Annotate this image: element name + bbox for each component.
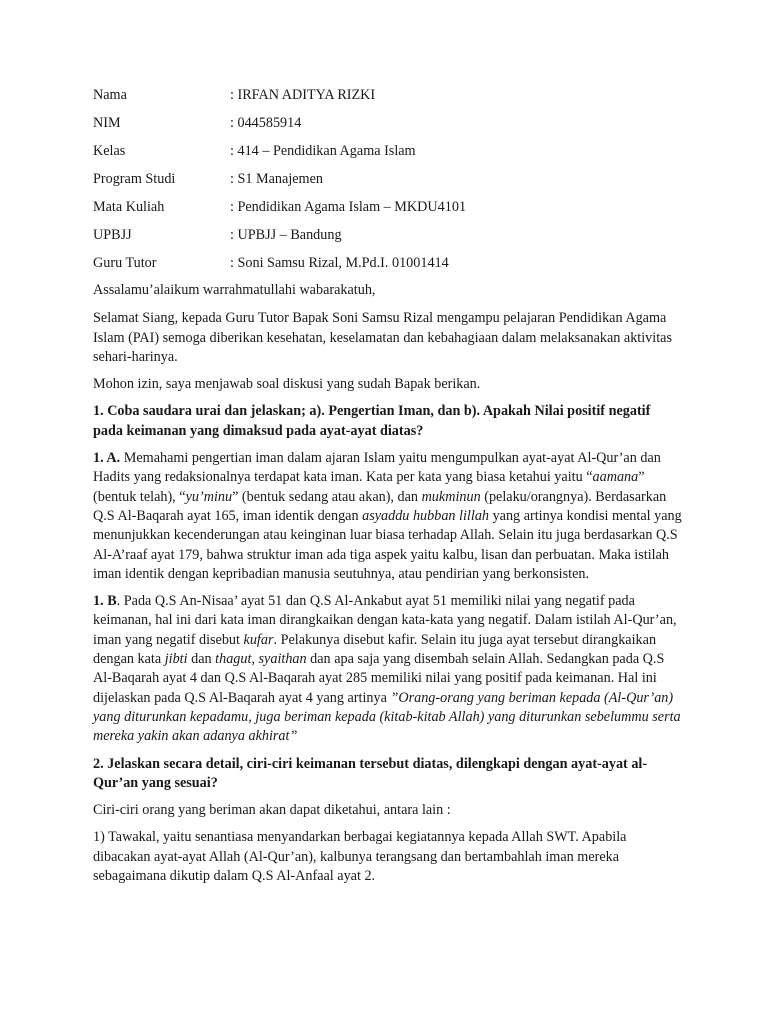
identity-value: : Pendidikan Agama Islam – MKDU4101 xyxy=(230,199,467,215)
answer-text: Memahami pengertian iman dalam ajaran Islam yaitu mengumpulkan ayat-ayat Al-Qur’an dan Hadits yang redaksionalnya terdapat kata iman. Kata per kata yang biasa ketahui yaitu “ xyxy=(93,450,661,486)
answer-text: (pelaku/orangnya). Berdasarkan Q.S Al-Baqarah ayat 165, iman identik dengan xyxy=(93,488,667,524)
opening-paragraph: Selamat Siang, kepada Guru Tutor Bapak Soni Samsu Rizal mengampu pelajaran Pendidikan Agama Islam (PAI) semoga diberikan kesehatan, keselamatan dan kebahagiaan dalam melaksanakan aktivitas sehari-harinya. xyxy=(93,310,672,365)
answer-marker: 1. B xyxy=(93,593,117,610)
answer-2-item-1: 1) Tawakal, yaitu senantiasa menyandarkan berbagai kegiatannya kepada Allah SWT. Apabila dibacakan ayat-ayat Allah (Al-Qur’an), kalbunya terangsang dan bertambahlah iman mereka sebagaimana dikutip dalam Q.S Al-Anfaal ayat 2. xyxy=(93,829,627,885)
answer-text: , xyxy=(251,651,259,668)
verse-quote: ”Orang-orang yang beriman kepada (Al-Qur’an) yang diturunkan kepadamu, juga beriman kepada (kitab-kitab Allah) yang diturunkan sebelummu serta mereka yakin akan adanya akhirat” xyxy=(93,689,681,745)
answer-text: . Pelakunya disebut kafir. Selain itu juga ayat tersebut dirangkaikan dengan kata xyxy=(93,631,657,668)
answer-1b xyxy=(93,592,683,746)
identity-label: Mata Kuliah xyxy=(93,199,165,215)
identity-label: Kelas xyxy=(93,143,126,159)
answer-text: dan xyxy=(187,651,216,668)
italic-term: syaithan xyxy=(258,651,307,668)
answer-1a xyxy=(93,449,683,584)
italic-term: mukminun xyxy=(421,488,481,505)
identity-row-name xyxy=(93,86,683,114)
answer-text: ” (bentuk sedang atau akan), dan xyxy=(232,488,422,505)
italic-term: aamana xyxy=(592,469,639,486)
identity-value: : IRFAN ADITYA RIZKI xyxy=(230,87,376,103)
identity-label: Nama xyxy=(93,87,127,103)
italic-term: yu’minu xyxy=(185,488,233,505)
question-2: 2. Jelaskan secara detail, ciri-ciri keimanan tersebut diatas, dilengkapi dengan ayat-ayat al-Qur’an yang sesuai? xyxy=(93,755,648,791)
answer-text: dan apa saja yang disembah selain Allah. Sedangkan pada Q.S Al-Baqarah ayat 4 dan Q.S Al-Baqarah ayat 285 memiliki nilai yang positif pada keimanan. Hal ini dijelaskan pada Q.S Al-Baqarah ayat 4 yang artinya xyxy=(93,651,665,706)
identity-row-class xyxy=(93,142,683,170)
identity-label: UPBJJ xyxy=(93,227,132,243)
question-1: 1. Coba saudara urai dan jelaskan; a). Pengertian Iman, dan b). Apakah Nilai positif negatif pada keimanan yang dimaksud pada ayat-ayat diatas? xyxy=(93,403,651,439)
identity-value: : Soni Samsu Rizal, M.Pd.I. 01001414 xyxy=(230,255,449,271)
identity-value: : 044585914 xyxy=(230,115,302,131)
italic-term: thagut xyxy=(215,651,252,668)
identity-row-upbjj xyxy=(93,226,683,254)
identity-value: : 414 – Pendidikan Agama Islam xyxy=(230,143,416,159)
identity-row-nim xyxy=(93,114,683,142)
identity-value: : S1 Manajemen xyxy=(230,171,323,187)
document-page xyxy=(93,86,683,894)
answer-marker: 1. A. xyxy=(93,450,121,467)
identity-block xyxy=(93,86,683,282)
answer-text: ” (bentuk telah), “ xyxy=(93,469,645,505)
identity-row-course xyxy=(93,198,683,226)
answer-text: yang artinya kondisi mental yang menunjukkan kecenderungan atau keinginan luar biasa terhadap Allah. Selain itu juga berdasarkan Q.S Al-A’raaf ayat 179, bahwa struktur iman ada tiga aspek yaitu kalbu, lisan dan perbuatan. Maka istilah iman identik dengan kepribadian manusia seutuhnya, atau pendirian yang berkonsisten. xyxy=(93,507,682,582)
italic-term: jibti xyxy=(164,651,188,668)
identity-label: Guru Tutor xyxy=(93,255,157,271)
answer-text: . Pada Q.S An-Nisaa’ ayat 51 dan Q.S Al-Ankabut ayat 51 memiliki nilai yang negatif pada keimanan, hal ini dari kata iman dirangkaikan dengan kata-kata yang negatif. Dalam istilah Al-Qur’an, iman yang negatif disebut xyxy=(93,593,677,648)
permission-paragraph: Mohon izin, saya menjawab soal diskusi yang sudah Bapak berikan. xyxy=(93,376,481,393)
italic-term: asyaddu hubban lillah xyxy=(362,507,490,524)
identity-row-program xyxy=(93,170,683,198)
greeting: Assalamu’alaikum warrahmatullahi wabarakatuh, xyxy=(93,282,376,298)
identity-label: Program Studi xyxy=(93,171,176,187)
identity-label: NIM xyxy=(93,115,121,131)
italic-term: kufar xyxy=(243,631,274,648)
identity-value: : UPBJJ – Bandung xyxy=(230,227,342,243)
identity-row-tutor xyxy=(93,254,683,282)
answer-2-intro: Ciri-ciri orang yang beriman akan dapat diketahui, antara lain : xyxy=(93,802,451,819)
